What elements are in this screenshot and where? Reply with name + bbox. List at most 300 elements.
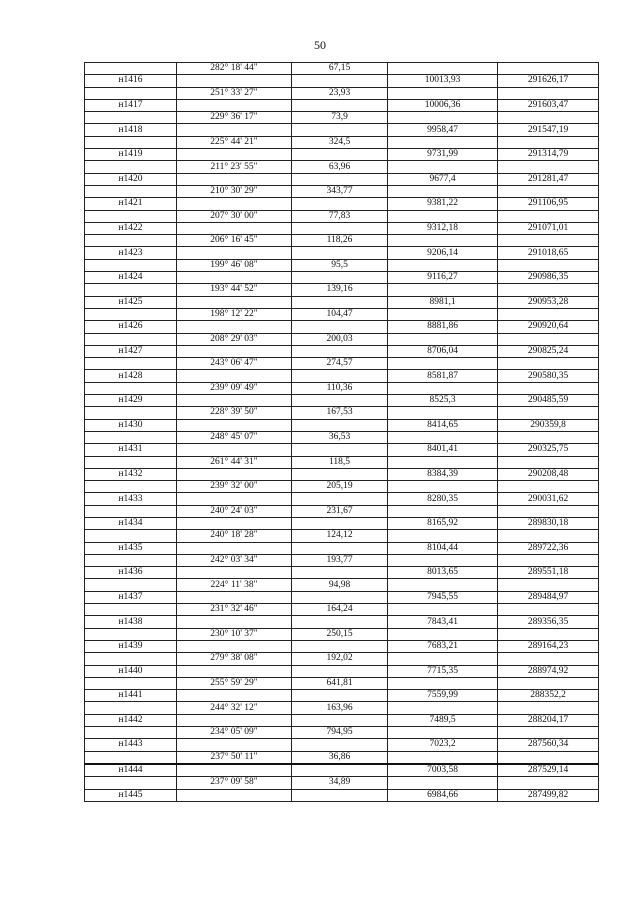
distance-cell: 77,83 bbox=[292, 210, 388, 222]
distance-cell: 193,77 bbox=[292, 554, 388, 566]
direction-angle-cell: 199° 46' 08" bbox=[177, 259, 292, 271]
point-cell bbox=[85, 63, 177, 75]
distance-cell: 274,57 bbox=[292, 358, 388, 370]
x-coordinate-cell bbox=[388, 284, 498, 296]
distance-cell: 36,53 bbox=[292, 431, 388, 443]
segment-row bbox=[85, 727, 599, 739]
y-coordinate-cell bbox=[498, 505, 599, 517]
x-coordinate-cell bbox=[388, 579, 498, 591]
distance-cell: 167,53 bbox=[292, 407, 388, 419]
distance-cell: 163,96 bbox=[292, 702, 388, 714]
x-coordinate-cell bbox=[388, 505, 498, 517]
y-coordinate-cell bbox=[498, 530, 599, 542]
point-row bbox=[85, 640, 599, 652]
distance-cell bbox=[292, 173, 388, 185]
point-row bbox=[85, 370, 599, 382]
x-coordinate-cell: 9381,22 bbox=[388, 198, 498, 210]
x-coordinate-cell bbox=[388, 702, 498, 714]
point-row bbox=[85, 444, 599, 456]
direction-angle-cell bbox=[177, 345, 292, 357]
point-cell bbox=[85, 284, 177, 296]
y-coordinate-cell: 291106,95 bbox=[498, 198, 599, 210]
y-coordinate-cell bbox=[498, 63, 599, 75]
point-name-cell: н1418 bbox=[85, 124, 177, 136]
point-name-cell: н1437 bbox=[85, 591, 177, 603]
distance-cell: 95,5 bbox=[292, 259, 388, 271]
point-name-cell: н1423 bbox=[85, 247, 177, 259]
point-cell bbox=[85, 579, 177, 591]
x-coordinate-cell bbox=[388, 677, 498, 689]
point-cell bbox=[85, 653, 177, 665]
x-coordinate-cell: 10006,36 bbox=[388, 99, 498, 111]
segment-row bbox=[85, 653, 599, 665]
y-coordinate-cell: 290208,48 bbox=[498, 468, 599, 480]
point-row bbox=[85, 395, 599, 407]
x-coordinate-cell: 7843,41 bbox=[388, 616, 498, 628]
y-coordinate-cell bbox=[498, 210, 599, 222]
direction-angle-cell bbox=[177, 764, 292, 777]
point-cell bbox=[85, 456, 177, 468]
y-coordinate-cell bbox=[498, 579, 599, 591]
point-cell bbox=[85, 185, 177, 197]
point-name-cell: н1434 bbox=[85, 517, 177, 529]
x-coordinate-cell bbox=[388, 530, 498, 542]
point-row bbox=[85, 247, 599, 259]
direction-angle-cell: 240° 18' 28" bbox=[177, 530, 292, 542]
point-row bbox=[85, 789, 599, 801]
point-cell bbox=[85, 333, 177, 345]
distance-cell bbox=[292, 542, 388, 554]
segment-row bbox=[85, 136, 599, 148]
direction-angle-cell bbox=[177, 395, 292, 407]
distance-cell bbox=[292, 345, 388, 357]
point-name-cell: н1433 bbox=[85, 493, 177, 505]
y-coordinate-cell: 291071,01 bbox=[498, 222, 599, 234]
direction-angle-cell: 243° 06' 47" bbox=[177, 358, 292, 370]
distance-cell: 343,77 bbox=[292, 185, 388, 197]
direction-angle-cell: 234° 05' 09" bbox=[177, 727, 292, 739]
direction-angle-cell: 198° 12' 22" bbox=[177, 308, 292, 320]
distance-cell bbox=[292, 99, 388, 111]
direction-angle-cell bbox=[177, 370, 292, 382]
point-cell bbox=[85, 530, 177, 542]
point-cell bbox=[85, 259, 177, 271]
point-cell bbox=[85, 112, 177, 124]
distance-cell bbox=[292, 198, 388, 210]
distance-cell bbox=[292, 321, 388, 333]
x-coordinate-cell bbox=[388, 751, 498, 764]
point-row bbox=[85, 173, 599, 185]
direction-angle-cell: 279° 38' 08" bbox=[177, 653, 292, 665]
segment-row bbox=[85, 161, 599, 173]
x-coordinate-cell: 9312,18 bbox=[388, 222, 498, 234]
direction-angle-cell bbox=[177, 149, 292, 161]
direction-angle-cell: 230° 10' 37" bbox=[177, 628, 292, 640]
point-name-cell: н1432 bbox=[85, 468, 177, 480]
segment-row bbox=[85, 185, 599, 197]
direction-angle-cell bbox=[177, 75, 292, 87]
point-name-cell: н1424 bbox=[85, 272, 177, 284]
y-coordinate-cell: 289356,35 bbox=[498, 616, 599, 628]
y-coordinate-cell bbox=[498, 604, 599, 616]
x-coordinate-cell: 8881,86 bbox=[388, 321, 498, 333]
x-coordinate-cell bbox=[388, 87, 498, 99]
y-coordinate-cell bbox=[498, 727, 599, 739]
point-cell bbox=[85, 505, 177, 517]
x-coordinate-cell bbox=[388, 604, 498, 616]
y-coordinate-cell: 288204,17 bbox=[498, 714, 599, 726]
segment-row bbox=[85, 284, 599, 296]
point-row bbox=[85, 493, 599, 505]
distance-cell bbox=[292, 296, 388, 308]
distance-cell bbox=[292, 75, 388, 87]
point-cell bbox=[85, 727, 177, 739]
x-coordinate-cell: 8013,65 bbox=[388, 567, 498, 579]
point-name-cell: н1417 bbox=[85, 99, 177, 111]
y-coordinate-cell: 290825,24 bbox=[498, 345, 599, 357]
y-coordinate-cell: 291547,19 bbox=[498, 124, 599, 136]
direction-angle-cell: 210° 30' 29" bbox=[177, 185, 292, 197]
segment-row bbox=[85, 702, 599, 714]
x-coordinate-cell bbox=[388, 210, 498, 222]
point-cell bbox=[85, 308, 177, 320]
direction-angle-cell: 255° 59' 29" bbox=[177, 677, 292, 689]
x-coordinate-cell: 9731,99 bbox=[388, 149, 498, 161]
x-coordinate-cell bbox=[388, 333, 498, 345]
point-cell bbox=[85, 554, 177, 566]
x-coordinate-cell bbox=[388, 456, 498, 468]
x-coordinate-cell: 8981,1 bbox=[388, 296, 498, 308]
distance-cell: 124,12 bbox=[292, 530, 388, 542]
distance-cell bbox=[292, 124, 388, 136]
distance-cell bbox=[292, 591, 388, 603]
y-coordinate-cell bbox=[498, 185, 599, 197]
distance-cell: 34,89 bbox=[292, 777, 388, 789]
y-coordinate-cell bbox=[498, 358, 599, 370]
direction-angle-cell bbox=[177, 789, 292, 801]
y-coordinate-cell: 291626,17 bbox=[498, 75, 599, 87]
point-row bbox=[85, 222, 599, 234]
y-coordinate-cell: 289551,18 bbox=[498, 567, 599, 579]
direction-angle-cell: 237° 50' 11" bbox=[177, 751, 292, 764]
y-coordinate-cell bbox=[498, 112, 599, 124]
direction-angle-cell bbox=[177, 616, 292, 628]
y-coordinate-cell: 287529,14 bbox=[498, 764, 599, 777]
point-name-cell: н1421 bbox=[85, 198, 177, 210]
distance-cell: 118,5 bbox=[292, 456, 388, 468]
segment-row bbox=[85, 308, 599, 320]
point-row bbox=[85, 690, 599, 702]
point-name-cell: н1422 bbox=[85, 222, 177, 234]
x-coordinate-cell: 8525,3 bbox=[388, 395, 498, 407]
direction-angle-cell: 251° 33' 27" bbox=[177, 87, 292, 99]
segment-row bbox=[85, 530, 599, 542]
y-coordinate-cell bbox=[498, 554, 599, 566]
y-coordinate-cell: 287499,82 bbox=[498, 789, 599, 801]
y-coordinate-cell bbox=[498, 481, 599, 493]
y-coordinate-cell bbox=[498, 136, 599, 148]
x-coordinate-cell bbox=[388, 481, 498, 493]
direction-angle-cell: 242° 03' 34" bbox=[177, 554, 292, 566]
x-coordinate-cell bbox=[388, 235, 498, 247]
y-coordinate-cell: 290359,8 bbox=[498, 419, 599, 431]
direction-angle-cell bbox=[177, 468, 292, 480]
y-coordinate-cell: 289830,18 bbox=[498, 517, 599, 529]
distance-cell: 36,86 bbox=[292, 751, 388, 764]
direction-angle-cell: 224° 11' 38" bbox=[177, 579, 292, 591]
distance-cell bbox=[292, 370, 388, 382]
distance-cell bbox=[292, 517, 388, 529]
distance-cell: 231,67 bbox=[292, 505, 388, 517]
direction-angle-cell bbox=[177, 173, 292, 185]
segment-row bbox=[85, 481, 599, 493]
y-coordinate-cell: 291314,79 bbox=[498, 149, 599, 161]
direction-angle-cell bbox=[177, 739, 292, 751]
point-cell bbox=[85, 481, 177, 493]
point-name-cell: н1416 bbox=[85, 75, 177, 87]
y-coordinate-cell: 290920,64 bbox=[498, 321, 599, 333]
point-row bbox=[85, 124, 599, 136]
direction-angle-cell: 240° 24' 03" bbox=[177, 505, 292, 517]
y-coordinate-cell: 290325,75 bbox=[498, 444, 599, 456]
distance-cell bbox=[292, 493, 388, 505]
x-coordinate-cell bbox=[388, 653, 498, 665]
direction-angle-cell bbox=[177, 665, 292, 677]
x-coordinate-cell: 7003,58 bbox=[388, 764, 498, 777]
y-coordinate-cell bbox=[498, 161, 599, 173]
direction-angle-cell bbox=[177, 124, 292, 136]
distance-cell bbox=[292, 739, 388, 751]
y-coordinate-cell bbox=[498, 677, 599, 689]
point-name-cell: н1439 bbox=[85, 640, 177, 652]
segment-row bbox=[85, 456, 599, 468]
y-coordinate-cell: 287560,34 bbox=[498, 739, 599, 751]
coordinates-table bbox=[84, 62, 599, 802]
x-coordinate-cell bbox=[388, 554, 498, 566]
distance-cell: 110,36 bbox=[292, 382, 388, 394]
segment-row bbox=[85, 751, 599, 764]
segment-row bbox=[85, 628, 599, 640]
direction-angle-cell: 248° 45' 07" bbox=[177, 431, 292, 443]
segment-row bbox=[85, 677, 599, 689]
y-coordinate-cell: 289484,97 bbox=[498, 591, 599, 603]
direction-angle-cell: 207° 30' 00" bbox=[177, 210, 292, 222]
x-coordinate-cell bbox=[388, 628, 498, 640]
direction-angle-cell bbox=[177, 272, 292, 284]
direction-angle-cell bbox=[177, 714, 292, 726]
point-cell bbox=[85, 210, 177, 222]
point-cell bbox=[85, 777, 177, 789]
point-name-cell: н1441 bbox=[85, 690, 177, 702]
distance-cell: 324,5 bbox=[292, 136, 388, 148]
direction-angle-cell bbox=[177, 198, 292, 210]
point-row bbox=[85, 468, 599, 480]
direction-angle-cell: 261° 44' 31" bbox=[177, 456, 292, 468]
distance-cell bbox=[292, 690, 388, 702]
point-name-cell: н1438 bbox=[85, 616, 177, 628]
distance-cell: 23,93 bbox=[292, 87, 388, 99]
point-cell bbox=[85, 702, 177, 714]
point-name-cell: н1431 bbox=[85, 444, 177, 456]
x-coordinate-cell: 7683,21 bbox=[388, 640, 498, 652]
direction-angle-cell bbox=[177, 296, 292, 308]
point-row bbox=[85, 419, 599, 431]
y-coordinate-cell bbox=[498, 235, 599, 247]
y-coordinate-cell: 289164,23 bbox=[498, 640, 599, 652]
x-coordinate-cell: 7489,5 bbox=[388, 714, 498, 726]
x-coordinate-cell: 9958,47 bbox=[388, 124, 498, 136]
direction-angle-cell: 244° 32' 12" bbox=[177, 702, 292, 714]
x-coordinate-cell bbox=[388, 407, 498, 419]
distance-cell bbox=[292, 616, 388, 628]
point-cell bbox=[85, 382, 177, 394]
y-coordinate-cell bbox=[498, 284, 599, 296]
segment-row bbox=[85, 505, 599, 517]
segment-row bbox=[85, 87, 599, 99]
x-coordinate-cell bbox=[388, 777, 498, 789]
direction-angle-cell bbox=[177, 690, 292, 702]
point-name-cell: н1430 bbox=[85, 419, 177, 431]
coordinates-table-body bbox=[85, 63, 599, 802]
distance-cell: 250,15 bbox=[292, 628, 388, 640]
point-name-cell: н1427 bbox=[85, 345, 177, 357]
direction-angle-cell bbox=[177, 247, 292, 259]
segment-row bbox=[85, 579, 599, 591]
direction-angle-cell bbox=[177, 222, 292, 234]
direction-angle-cell: 231° 32' 46" bbox=[177, 604, 292, 616]
distance-cell: 94,98 bbox=[292, 579, 388, 591]
point-name-cell: н1420 bbox=[85, 173, 177, 185]
distance-cell: 205,19 bbox=[292, 481, 388, 493]
x-coordinate-cell bbox=[388, 185, 498, 197]
x-coordinate-cell: 8706,04 bbox=[388, 345, 498, 357]
distance-cell: 641,81 bbox=[292, 677, 388, 689]
point-cell bbox=[85, 677, 177, 689]
y-coordinate-cell: 291603,47 bbox=[498, 99, 599, 111]
distance-cell: 104,47 bbox=[292, 308, 388, 320]
x-coordinate-cell bbox=[388, 63, 498, 75]
y-coordinate-cell bbox=[498, 87, 599, 99]
x-coordinate-cell bbox=[388, 308, 498, 320]
distance-cell bbox=[292, 149, 388, 161]
point-row bbox=[85, 714, 599, 726]
y-coordinate-cell bbox=[498, 751, 599, 764]
segment-row bbox=[85, 554, 599, 566]
y-coordinate-cell: 288352,2 bbox=[498, 690, 599, 702]
distance-cell: 67,15 bbox=[292, 63, 388, 75]
direction-angle-cell bbox=[177, 444, 292, 456]
y-coordinate-cell bbox=[498, 702, 599, 714]
segment-row bbox=[85, 382, 599, 394]
direction-angle-cell: 225° 44' 21" bbox=[177, 136, 292, 148]
point-name-cell: н1444 bbox=[85, 764, 177, 777]
segment-row bbox=[85, 431, 599, 443]
x-coordinate-cell bbox=[388, 259, 498, 271]
x-coordinate-cell bbox=[388, 161, 498, 173]
distance-cell bbox=[292, 444, 388, 456]
point-cell bbox=[85, 161, 177, 173]
distance-cell bbox=[292, 272, 388, 284]
direction-angle-cell: 208° 29' 03" bbox=[177, 333, 292, 345]
x-coordinate-cell: 8280,35 bbox=[388, 493, 498, 505]
x-coordinate-cell: 8384,39 bbox=[388, 468, 498, 480]
distance-cell: 200,03 bbox=[292, 333, 388, 345]
point-row bbox=[85, 345, 599, 357]
distance-cell: 118,26 bbox=[292, 235, 388, 247]
point-name-cell: н1428 bbox=[85, 370, 177, 382]
x-coordinate-cell bbox=[388, 382, 498, 394]
point-cell bbox=[85, 751, 177, 764]
direction-angle-cell bbox=[177, 517, 292, 529]
direction-angle-cell: 282° 18' 44" bbox=[177, 63, 292, 75]
point-row bbox=[85, 99, 599, 111]
direction-angle-cell: 228° 39' 50" bbox=[177, 407, 292, 419]
distance-cell bbox=[292, 567, 388, 579]
direction-angle-cell bbox=[177, 99, 292, 111]
direction-angle-cell: 193° 44' 52" bbox=[177, 284, 292, 296]
direction-angle-cell bbox=[177, 567, 292, 579]
distance-cell bbox=[292, 665, 388, 677]
segment-row bbox=[85, 358, 599, 370]
point-cell bbox=[85, 358, 177, 370]
y-coordinate-cell bbox=[498, 628, 599, 640]
point-row bbox=[85, 591, 599, 603]
x-coordinate-cell: 10013,93 bbox=[388, 75, 498, 87]
y-coordinate-cell: 288974,92 bbox=[498, 665, 599, 677]
point-name-cell: н1440 bbox=[85, 665, 177, 677]
point-name-cell: н1425 bbox=[85, 296, 177, 308]
x-coordinate-cell: 7945,55 bbox=[388, 591, 498, 603]
point-row bbox=[85, 149, 599, 161]
distance-cell bbox=[292, 640, 388, 652]
page-number: 50 bbox=[314, 38, 326, 52]
distance-cell bbox=[292, 247, 388, 259]
x-coordinate-cell bbox=[388, 136, 498, 148]
x-coordinate-cell: 7715,35 bbox=[388, 665, 498, 677]
direction-angle-cell bbox=[177, 493, 292, 505]
direction-angle-cell bbox=[177, 542, 292, 554]
point-name-cell: н1442 bbox=[85, 714, 177, 726]
y-coordinate-cell bbox=[498, 431, 599, 443]
x-coordinate-cell: 6984,66 bbox=[388, 789, 498, 801]
direction-angle-cell bbox=[177, 419, 292, 431]
x-coordinate-cell: 9116,27 bbox=[388, 272, 498, 284]
direction-angle-cell: 206° 16' 45" bbox=[177, 235, 292, 247]
point-row bbox=[85, 198, 599, 210]
y-coordinate-cell: 290953,28 bbox=[498, 296, 599, 308]
point-row bbox=[85, 272, 599, 284]
y-coordinate-cell: 290580,35 bbox=[498, 370, 599, 382]
y-coordinate-cell bbox=[498, 259, 599, 271]
direction-angle-cell: 211° 23' 55" bbox=[177, 161, 292, 173]
y-coordinate-cell bbox=[498, 308, 599, 320]
x-coordinate-cell: 7023,2 bbox=[388, 739, 498, 751]
direction-angle-cell bbox=[177, 640, 292, 652]
segment-row bbox=[85, 259, 599, 271]
y-coordinate-cell: 290031,62 bbox=[498, 493, 599, 505]
direction-angle-cell: 237° 09' 58" bbox=[177, 777, 292, 789]
distance-cell bbox=[292, 395, 388, 407]
distance-cell bbox=[292, 789, 388, 801]
distance-cell: 192,02 bbox=[292, 653, 388, 665]
segment-row bbox=[85, 63, 599, 75]
x-coordinate-cell: 8104,44 bbox=[388, 542, 498, 554]
point-name-cell: н1419 bbox=[85, 149, 177, 161]
distance-cell bbox=[292, 714, 388, 726]
point-row bbox=[85, 75, 599, 87]
distance-cell: 63,96 bbox=[292, 161, 388, 173]
x-coordinate-cell: 9206,14 bbox=[388, 247, 498, 259]
